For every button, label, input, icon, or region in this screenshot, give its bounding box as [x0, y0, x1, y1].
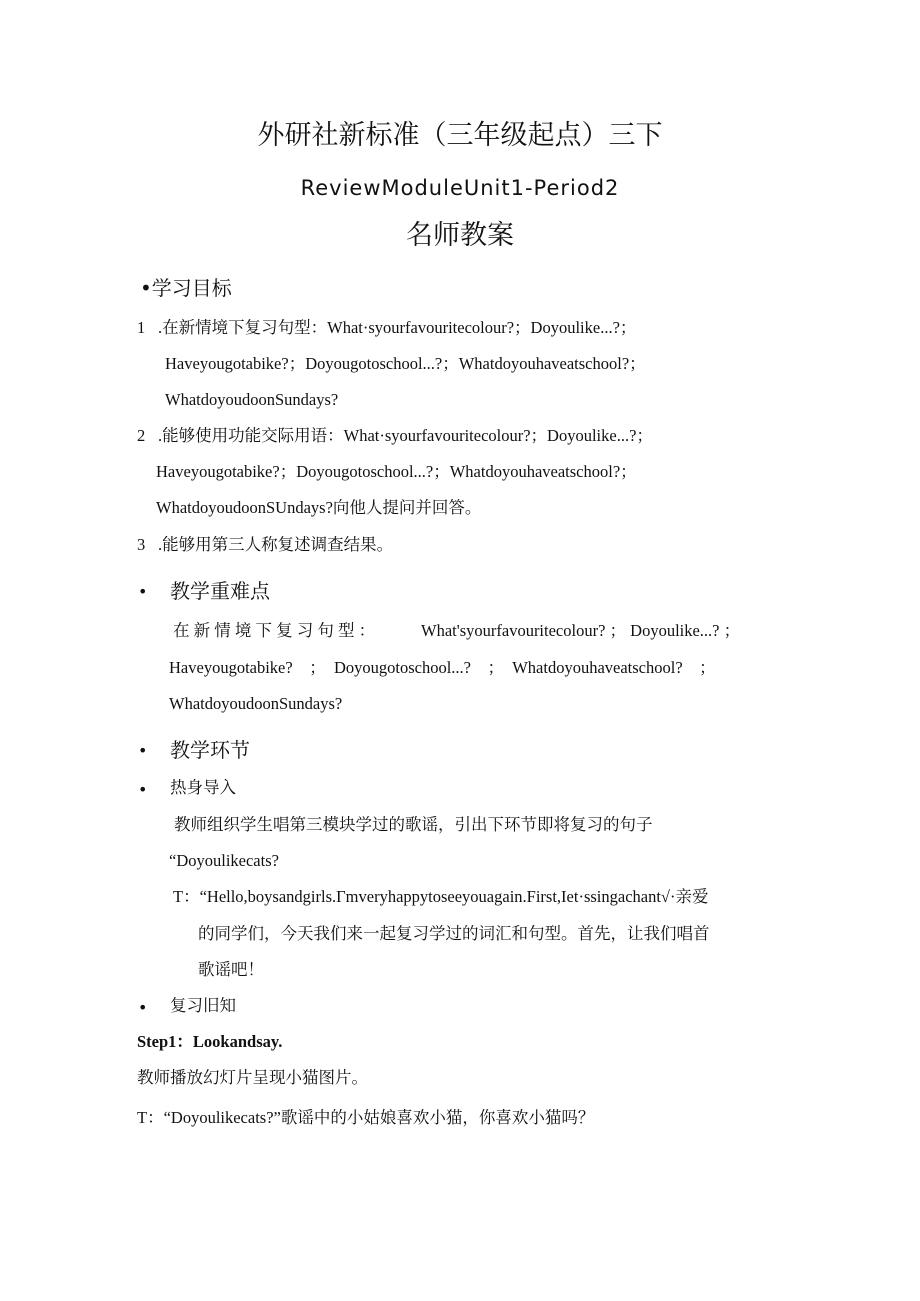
page-title: 外研社新标准（三年级起点）三下	[257, 120, 663, 151]
bullet-icon: •	[138, 582, 148, 601]
objective-1-line-1: .在新情境下复习句型：What·syourfavouritecolour?；Doyoulike...?；	[158, 318, 637, 337]
bullet-icon: •	[138, 998, 148, 1017]
objective-2-line-3: WhatdoyoudoonSUndays?向他人提问并回答。	[156, 498, 482, 517]
key-points-line-1-rest: What'syourfavouritecolour? ； Doyoulike...? ；	[421, 621, 741, 640]
bullet-icon: •	[138, 780, 148, 799]
objectives-heading: •学习目标	[140, 276, 232, 300]
warmup-line-4: 的同学们，今天我们来一起复习学过的词汇和句型。首先，让我们唱首	[198, 924, 710, 943]
objective-1-line-3: WhatdoyoudoonSundays?	[165, 390, 339, 409]
warmup-line-2: “Doyoulikecats?	[169, 851, 279, 870]
key-points-line-2: Haveyougotabike? ； Doyougotoschool...? ； Whatdoyouhaveatschool? ；	[169, 658, 716, 677]
warmup-line-3: T：“Hello,boysandgirls.Γmveryhappytoseeyouagain.First,Iet·ssingachant√·亲爱	[173, 887, 709, 906]
objective-3-number: 3	[137, 535, 146, 554]
procedure-heading: 教学环节	[170, 738, 250, 762]
objective-2-number: 2	[137, 426, 146, 445]
step-1-heading: Step1：Lookandsay.	[137, 1032, 283, 1051]
warmup-line-1: 教师组织学生唱第三模块学过的歌谣，引出下环节即将复习的句子	[174, 815, 653, 834]
warmup-heading: 热身导入	[170, 778, 236, 797]
bullet-icon: •	[138, 741, 148, 760]
objective-2-line-1: .能够使用功能交际用语：What·syourfavouritecolour?；Doyoulike...?；	[158, 426, 653, 445]
key-points-heading: 教学重难点	[170, 579, 270, 603]
objective-1-line-2: Haveyougotabike?；Doyougotoschool...?；Whatdoyouhaveatschool?；	[165, 354, 646, 373]
review-line-1: 教师播放幻灯片呈现小猫图片。	[137, 1068, 368, 1087]
key-points-line-3: WhatdoyoudoonSundays?	[169, 694, 343, 713]
objective-2-line-2: Haveyougotabike?；Doyougotoschool...?；Whatdoyouhaveatschool?；	[156, 462, 637, 481]
warmup-line-5: 歌谣吧！	[198, 960, 264, 979]
key-points-line-1-prefix: 在 新 情 境 下 复 习 句 型 ：	[173, 621, 376, 640]
document-type-heading: 名师教案	[406, 220, 514, 251]
review-line-2: T：“Doyoulikecats?”歌谣中的小姑娘喜欢小猫，你喜欢小猫吗？	[137, 1108, 595, 1127]
objective-1-number: 1	[137, 318, 146, 337]
review-heading: 复习旧知	[170, 996, 236, 1015]
page-subtitle: ReviewModuleUnit1-Period2	[300, 176, 620, 200]
objective-3-line-1: .能够用第三人称复述调查结果。	[158, 535, 394, 554]
